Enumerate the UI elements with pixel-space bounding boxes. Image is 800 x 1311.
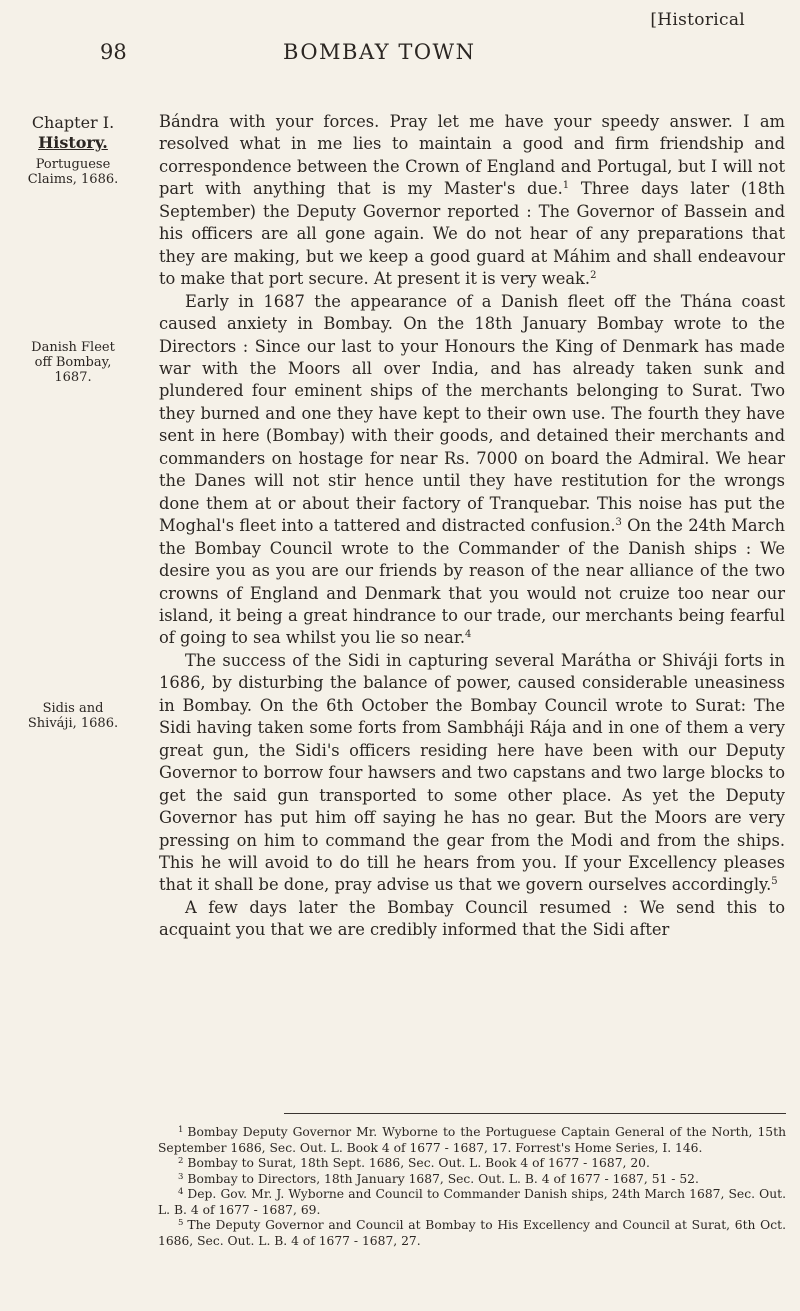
footnote-divider (284, 1113, 786, 1114)
paragraph: The success of the Sidi in capturing several Marátha or Shiváji forts in 1686, by disturbing the balance of power, caused considerable uneasiness in Bombay. On the 6th October the Bombay Council wrote to Surat: The Sidi having taken some forts from Sambháji Rája and in one of them a very great gun, the Sidi's officers residing here have been with our Deputy Governor to borrow four hawsers and two capstans and two large blocks to get the said gun transported to some other place. As yet the Deputy Governor has put him off saying he has no gear. But the Moors are very pressing on him to command the gear from the Modi and from the ships. This he will avoid to do till he hears from you. If your Excellency pleases that it shall be done, pray advise us that we govern ourselves accordingly.$^5$ (159, 650, 785, 895)
margin-note-portuguese: Portuguese Claims, 1686. (27, 157, 119, 187)
main-text (159, 111, 785, 942)
footnote: $^2$ Bombay to Surat, 18th Sept. 1686, Sec. Out. L. Book 4 of 1677 - 1687, 20. (178, 1156, 650, 1170)
paragraph: Bándra with your forces. Pray let me have your speedy answer. I am resolved what in me lies to maintain a good and firm friendship and correspondence between the Crown of England and Portugal, but I will not part with anything that is my Master's due.$^1$ Three days later (18th September) the Deputy Governor reported : The Governor of Bassein and his officers are all gone again. We do not hear of any preparations that they are making, but we keep a good guard at Máhim and shall endeavour to make that port secure. At present it is very weak.$^2$ (159, 112, 786, 289)
footnote: $^3$ Bombay to Directors, 18th January 1687, Sec. Out. L. B. 4 of 1677 - 1687, 51 - 52. (178, 1171, 699, 1186)
footnote-marker: 3 (615, 517, 622, 529)
margin-chapter-block (17, 113, 129, 187)
footnote-marker: 1 (562, 180, 570, 192)
margin-note-sidis: Sidis and Shiváji, 1686. (27, 701, 119, 731)
margin-history: History. (38, 133, 108, 152)
footnote: $^4$ Dep. Gov. Mr. J. Wyborne and Council to Commander Danish ships, 24th March 1687, Sec. Out. L. B. 4 of 1677 - 1687, 69. (158, 1187, 786, 1217)
running-title: BOMBAY TOWN (283, 40, 476, 64)
margin-chapter: Chapter I. (31, 113, 115, 132)
footnote: $^5$ The Deputy Governor and Council at Bombay to His Excellency and Council at Surat, 6th Oct. 1686, Sec. Out. L. B. 4 of 1677 - 1687, 27. (158, 1218, 786, 1248)
section-label: [Historical (650, 10, 745, 30)
paragraph: Early in 1687 the appearance of a Danish fleet off the Thána coast caused anxiety in Bombay. On the 18th January Bombay wrote to the Directors : Since our last to your Honours the King of Denmark has made war with the Moors all over India, and has already taken sunk and plundered four eminent ships of the merchants belonging to Surat. Two they burned and one they have kept to their own use. The fourth they have sent in here (Bombay) with their goods, and detained their merchants and commanders on hostage for near Rs. 7000 on board the Admiral. We hear the Danes will not stir hence until they have restitution for the wrongs done them at or about their factory of Tranquebar. This noise has put the Moghal's fleet into a tattered and distracted confusion.$^3$ On the 24th March the Bombay Council wrote to the Commander of the Danish ships : We desire you as you are our friends by reason of the near alliance of the two crowns of England and Denmark that you would not cruize too near our island, it being a great hindrance to our trade, our merchants being fearful of going to sea whilst you lie so near.$^4$ (159, 291, 785, 648)
margin-note-danish: Danish Fleet off Bombay, 1687. (31, 340, 115, 385)
page-number: 98 (100, 40, 127, 64)
footnotes (158, 1125, 786, 1249)
paragraph: A few days later the Bombay Council resumed : We send this to acquaint you that we are credibly informed that the Sidi after (159, 897, 785, 940)
footnote-marker: 5 (771, 876, 778, 888)
page-header (0, 40, 800, 70)
footnote: $^1$ Bombay Deputy Governor Mr. Wyborne to the Portuguese Captain General of the North, 15th September 1686, Sec. Out. L. Book 4 of 1677 - 1687, 17. Forrest's Home Series, I. 146. (158, 1125, 786, 1155)
footnote-marker: 4 (465, 629, 472, 641)
footnote-marker: 2 (590, 270, 597, 282)
